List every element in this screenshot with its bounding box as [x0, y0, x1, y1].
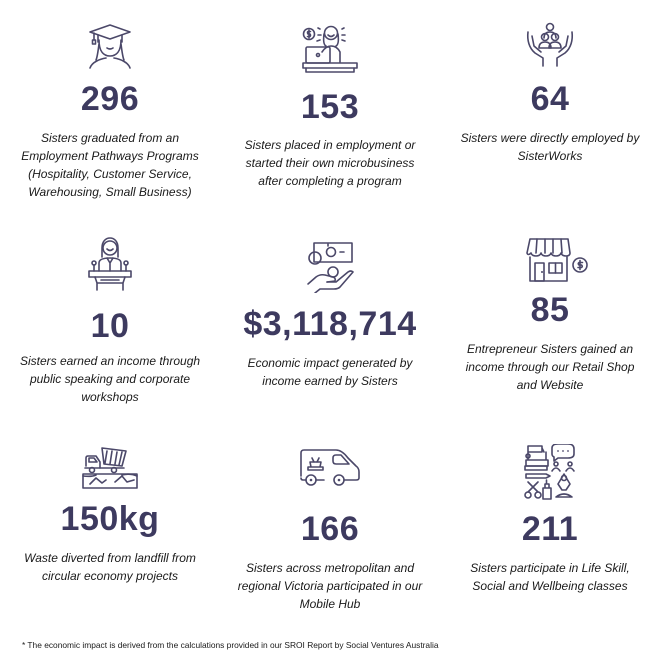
stat-public-speaking [0, 225, 220, 425]
stat-value: $3,118,714 [243, 305, 417, 343]
van-icon [298, 448, 362, 490]
stat-life-skills [440, 438, 658, 618]
stat-description: Entrepreneur Sisters gained an income through our Retail Shop and Website [465, 342, 635, 392]
footnote: * The economic impact is derived from the calculations provided in our SROI Report by Social Ventures Australia [22, 640, 439, 650]
stat-description: Sisters earned an income through public speaking and corporate workshops [19, 354, 201, 404]
stat-directly-employed [440, 0, 658, 215]
life-skills-collage-icon [524, 444, 576, 500]
shop-dollar-icon [526, 237, 590, 285]
stat-value: 85 [530, 291, 570, 329]
stat-value: 64 [530, 80, 570, 118]
graduate-icon [86, 22, 134, 70]
hands-holding-people-icon [525, 20, 575, 70]
stat-economic-impact [220, 225, 440, 425]
stat-waste-diverted [0, 438, 220, 618]
woman-laptop-money-icon [302, 22, 358, 78]
stat-entrepreneurs [440, 225, 658, 425]
stat-value: 211 [521, 510, 579, 548]
stat-description: Sisters were directly employed by SisterWorks [460, 131, 640, 163]
stat-employment-placements [220, 0, 440, 215]
dump-truck-landfill-icon [82, 444, 138, 490]
stat-description: Economic impact generated by income earned by Sisters [247, 356, 413, 388]
stat-value: 10 [90, 307, 130, 345]
stat-value: 166 [300, 510, 360, 548]
stat-description: Sisters graduated from an Employment Pathways Programs (Hospitality, Customer Service, Warehousing, Small Business) [21, 131, 199, 199]
stat-value: 150kg [60, 500, 160, 538]
woman-podium-icon [87, 237, 133, 291]
stat-description: Sisters placed in employment or started their own microbusiness after completing a program [244, 138, 416, 188]
stat-value: 153 [300, 88, 360, 126]
stat-value: 296 [80, 80, 140, 118]
stat-graduates [0, 0, 220, 215]
hand-money-icon [306, 241, 354, 293]
stat-description: Waste diverted from landfill from circular economy projects [24, 551, 196, 583]
stat-mobile-hub [220, 438, 440, 618]
stat-description: Sisters across metropolitan and regional Victoria participated in our Mobile Hub [237, 561, 423, 611]
stat-description: Sisters participate in Life Skill, Social and Wellbeing classes [470, 561, 630, 593]
